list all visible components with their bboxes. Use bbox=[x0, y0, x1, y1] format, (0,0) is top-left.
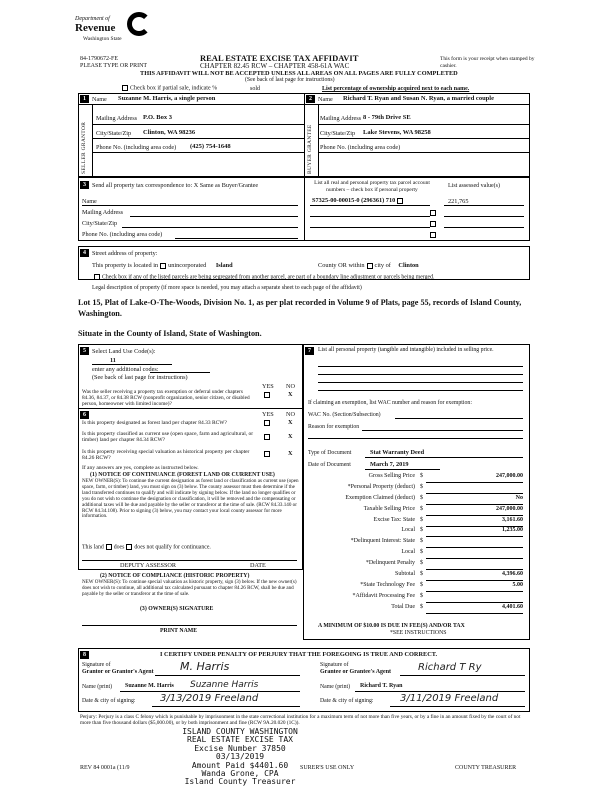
situate-text: Situate in the County of Island, State of Washington. bbox=[78, 329, 262, 338]
personal-property-checkbox[interactable] bbox=[397, 198, 403, 204]
send-to-value: X Same as Buyer/Grantee bbox=[193, 182, 259, 189]
instructions-note: (See back of last page for instructions) bbox=[245, 77, 335, 83]
legal-description: Lot 15, Plat of Lake-O-The-Woods, Division No. 1, as per plat recorded in Volume 9 of Plats, page 55, records of Island County, Washington. bbox=[78, 298, 522, 318]
segregation-row: Check box if any of the listed parcels are being segregated from another parcel, are part of a boundary line adjustment or parcels being merged. bbox=[92, 274, 434, 280]
county-value: Island bbox=[215, 262, 233, 269]
partial-sale: Check box if partial sale, indicate % bbox=[120, 85, 217, 91]
parcel-checkbox-4[interactable] bbox=[430, 232, 436, 238]
seller-name: Suzanne M. Harris, a single person bbox=[118, 95, 216, 102]
document-date: March 7, 2019 bbox=[370, 461, 409, 468]
city-row: County OR within city of Clinton bbox=[318, 262, 419, 269]
treasurer-stamp: ISLAND COUNTY WASHINGTON REAL ESTATE EXCISE TAX Excise Number 37850 03/13/2019 Amount Paid $4401.60 Wanda Grone, CPA Island County Treasurer bbox=[140, 728, 340, 787]
owner-signature-label: (3) OWNER(S) SIGNATURE bbox=[140, 606, 214, 612]
section-1-number: 1 bbox=[80, 95, 89, 103]
tax-row: *State Technology Fee $ 5.00 bbox=[308, 582, 523, 593]
unincorporated-checkbox[interactable] bbox=[160, 263, 166, 269]
tax-row: Exemption Claimed (deduct) $ No bbox=[308, 495, 523, 506]
section-4-number: 4 bbox=[80, 249, 89, 257]
parcel-number-row bbox=[312, 197, 405, 204]
certify-statement: I CERTIFY UNDER PENALTY OF PERJURY THAT THE FOREGOING IS TRUE AND CORRECT. bbox=[160, 651, 438, 658]
parcel-number: S7325-00-00015-0 (296361) 710 bbox=[312, 197, 396, 204]
q1-yes-checkbox[interactable] bbox=[264, 420, 270, 426]
personal-property-label: List all personal property (tangible and intangible) included in selling price. bbox=[318, 347, 494, 353]
buyer-name: Richard T. Ryan and Susan N. Ryan, a married couple bbox=[343, 95, 494, 102]
ownership-note: List percentage of ownership acquired next to each name. bbox=[322, 86, 470, 92]
buyer-city: Lake Stevens, WA 98258 bbox=[363, 129, 431, 136]
type-or-print: PLEASE TYPE OR PRINT bbox=[80, 63, 148, 69]
assessed-value: 221,765 bbox=[448, 198, 469, 205]
q1-no-mark: X bbox=[288, 419, 293, 426]
grantor-print-name: Suzanne M. Harris bbox=[125, 683, 174, 689]
located-row: This property is located in unincorporated Island bbox=[92, 262, 233, 269]
grantor-agent-label: Grantor or Grantor's Agent bbox=[82, 669, 154, 675]
segregation-checkbox[interactable] bbox=[94, 274, 100, 280]
grantee-date-city: 3/11/2019 Freeland bbox=[400, 693, 499, 704]
parcel-header: List all real and personal property tax parcel account numbers – check box if personal property bbox=[314, 180, 430, 193]
historic-question: Is this property receiving special valuation as historical property per chapter 84.26 RCW? bbox=[82, 449, 250, 462]
assessed-header: List assessed value(s) bbox=[448, 183, 500, 189]
form-code: 84-1790672-FE bbox=[80, 56, 118, 62]
q2-no-mark: X bbox=[288, 433, 293, 440]
notice-compliance-text: NEW OWNER(S): To continue special valuation as historic property, sign (3) below. If the new owner(s) does not wish to continue, all additional tax calculated pursuant to chapter 84.26 RCW, shall be due and payable by the seller or transferor at the time of sale. bbox=[82, 579, 297, 597]
section-5-number: 5 bbox=[80, 347, 89, 355]
parcel-checkbox-2[interactable] bbox=[430, 210, 436, 216]
receipt-note: This form is your receipt when stamped by cashier. bbox=[440, 56, 535, 69]
section-2-number: 2 bbox=[306, 95, 315, 103]
send-to: Send all property tax correspondence to: X Same as Buyer/Grantee bbox=[92, 182, 259, 189]
minimum-due-note: A MINIMUM OF $10.00 IS DUE IN FEE(S) AND/OR TAX bbox=[318, 623, 465, 629]
section-7-number: 7 bbox=[305, 347, 314, 355]
notice-compliance-title: (2) NOTICE OF COMPLIANCE (HISTORIC PROPERTY) bbox=[100, 573, 250, 579]
seller-city: Clinton, WA 98236 bbox=[143, 129, 196, 136]
parcel-checkbox-3[interactable] bbox=[430, 221, 436, 227]
tax-row-total: Total Due $ 4,401.60 bbox=[308, 604, 523, 615]
logo-swoosh-icon bbox=[127, 12, 151, 36]
exemption-question: Was the seller receiving a property tax exemption or deferral under chapters 84.36, 84.37, or 84.38 RCW (nonprofit organization, senior citizen, or disabled person, homeowner with limited income)? bbox=[82, 389, 250, 408]
seller-mailing: P.O. Box 3 bbox=[143, 114, 173, 121]
q3-no-mark: X bbox=[288, 450, 293, 457]
grantor-signature-print: Suzanne Harris bbox=[190, 680, 259, 690]
wac-claim-label: If claiming an exemption, list WAC number and reason for exemption: bbox=[308, 400, 472, 406]
tax-row: Gross Selling Price $ 247,000.00 bbox=[308, 473, 523, 484]
notice-continuance-text: NEW OWNER(S): To continue the current designation as forest land or classification as current use (open space, farm, or timber) land, you must sign on (3) below. The county assessor must then determine if the land transferred continues to qualify and will indicate by signing below. If the land no longer qualifies or you do not wish to continue the designation or classification, it will be removed and the compensating or additional taxes will be due and payable by the seller or transferor at the time of sale. (RCW 84.33.140 or RCW 84.34.108). Prior to signing (3) below, you may contact your local county assessor for more information. bbox=[82, 478, 299, 520]
logo-state: Washington State bbox=[83, 36, 122, 42]
qualify-row: This land does does not qualify for continuance. bbox=[82, 544, 211, 551]
tax-row: *Affidavit Processing Fee $ bbox=[308, 593, 523, 604]
land-use-label: Select Land Use Code(s): bbox=[92, 348, 156, 355]
print-name-label: PRINT NAME bbox=[160, 628, 198, 634]
county-treasurer-label: COUNTY TREASURER bbox=[455, 765, 517, 771]
land-use-code: 11 bbox=[110, 357, 116, 364]
sold-label: sold bbox=[250, 86, 261, 92]
q3-yes-checkbox[interactable] bbox=[264, 451, 270, 457]
tax-row: *Personal Property (deduct) $ bbox=[308, 484, 523, 495]
section-8-number: 8 bbox=[80, 651, 89, 659]
page-title: REAL ESTATE EXCISE TAX AFFIDAVIT bbox=[200, 53, 359, 63]
section-6-number: 6 bbox=[80, 411, 89, 419]
seller-vertical-label: SELLER GRANTOR bbox=[81, 121, 87, 174]
legal-description-label: Legal description of property (if more space is needed, you may attach a separate sheet to each page of the affidavit) bbox=[92, 285, 362, 291]
form-revision: REV 84 0001a (11/9 bbox=[80, 765, 130, 771]
partial-sale-checkbox[interactable] bbox=[122, 85, 128, 91]
tax-row: Subtotal $ 4,396.60 bbox=[308, 571, 523, 582]
tax-row: *Delinquent Interest: State $ bbox=[308, 538, 523, 549]
grantor-date-city: 3/13/2019 Freeland bbox=[160, 693, 259, 704]
tax-calc-table bbox=[308, 473, 523, 615]
current-use-question: Is this property classified as current use (open space, farm and agricultural, or timber) land per chapter 84.34 RCW? bbox=[82, 431, 254, 444]
buyer-vertical-label: BUYER GRANTEE bbox=[307, 124, 313, 174]
q2-yes-checkbox[interactable] bbox=[264, 434, 270, 440]
section-3-number: 3 bbox=[80, 181, 89, 189]
seller-phone: (425) 754-1648 bbox=[190, 143, 231, 150]
city-value: Clinton bbox=[398, 262, 419, 269]
buyer-mailing: 8 - 79th Drive SE bbox=[363, 114, 411, 121]
chapter-ref: CHAPTER 82.45 RCW – CHAPTER 458-61A WAC bbox=[200, 62, 350, 70]
exemption-yes-checkbox[interactable] bbox=[264, 392, 270, 398]
document-type: Stat Warranty Deed bbox=[370, 449, 425, 456]
city-checkbox[interactable] bbox=[367, 263, 373, 269]
street-address-label: Street address of property: bbox=[92, 250, 158, 257]
grantee-signature: Richard T Ry bbox=[418, 662, 482, 673]
notice-continuance-title: (1) NOTICE OF CONTINUANCE (FOREST LAND OR CURRENT USE) bbox=[90, 472, 275, 478]
does-not-checkbox[interactable] bbox=[126, 544, 132, 550]
grantor-signature: M. Harris bbox=[180, 660, 230, 673]
does-checkbox[interactable] bbox=[106, 544, 112, 550]
perjury-statement: Perjury: Perjury is a class C felony which is punishable by imprisonment in the state correctional institution for a maximum term of not more than five years, or by a fine in an amount fixed by the court of not more than five thousand dollars ($5,000.00), or by both imprisonment and fine (RCW 9A.20.020 (1C)). bbox=[80, 714, 521, 727]
logo-dept: Department of bbox=[75, 16, 110, 22]
tax-row: *Delinquent Penalty $ bbox=[308, 560, 523, 571]
treasurer-use-label: SURER'S USE ONLY bbox=[300, 765, 355, 771]
tax-row: Local $ 1,235.00 bbox=[308, 527, 523, 538]
tax-row: Taxable Selling Price $ 247,000.00 bbox=[308, 506, 523, 517]
grantee-agent-label: Grantee or Grantee's Agent bbox=[320, 669, 392, 675]
logo-revenue: Revenue bbox=[75, 22, 116, 34]
dor-logo bbox=[75, 10, 160, 50]
exemption-no-mark: X bbox=[288, 391, 293, 398]
grantee-print-name: Richard T. Ryan bbox=[360, 683, 403, 689]
warning-text: THIS AFFIDAVIT WILL NOT BE ACCEPTED UNLESS ALL AREAS ON ALL PAGES ARE FULLY COMPLETED bbox=[140, 70, 458, 77]
forest-land-question: Is this property designated as forest land per chapter 84.33 RCW? bbox=[82, 420, 227, 426]
tax-row: Local $ bbox=[308, 549, 523, 560]
tax-row: Excise Tax: State $ 3,161.60 bbox=[308, 517, 523, 528]
